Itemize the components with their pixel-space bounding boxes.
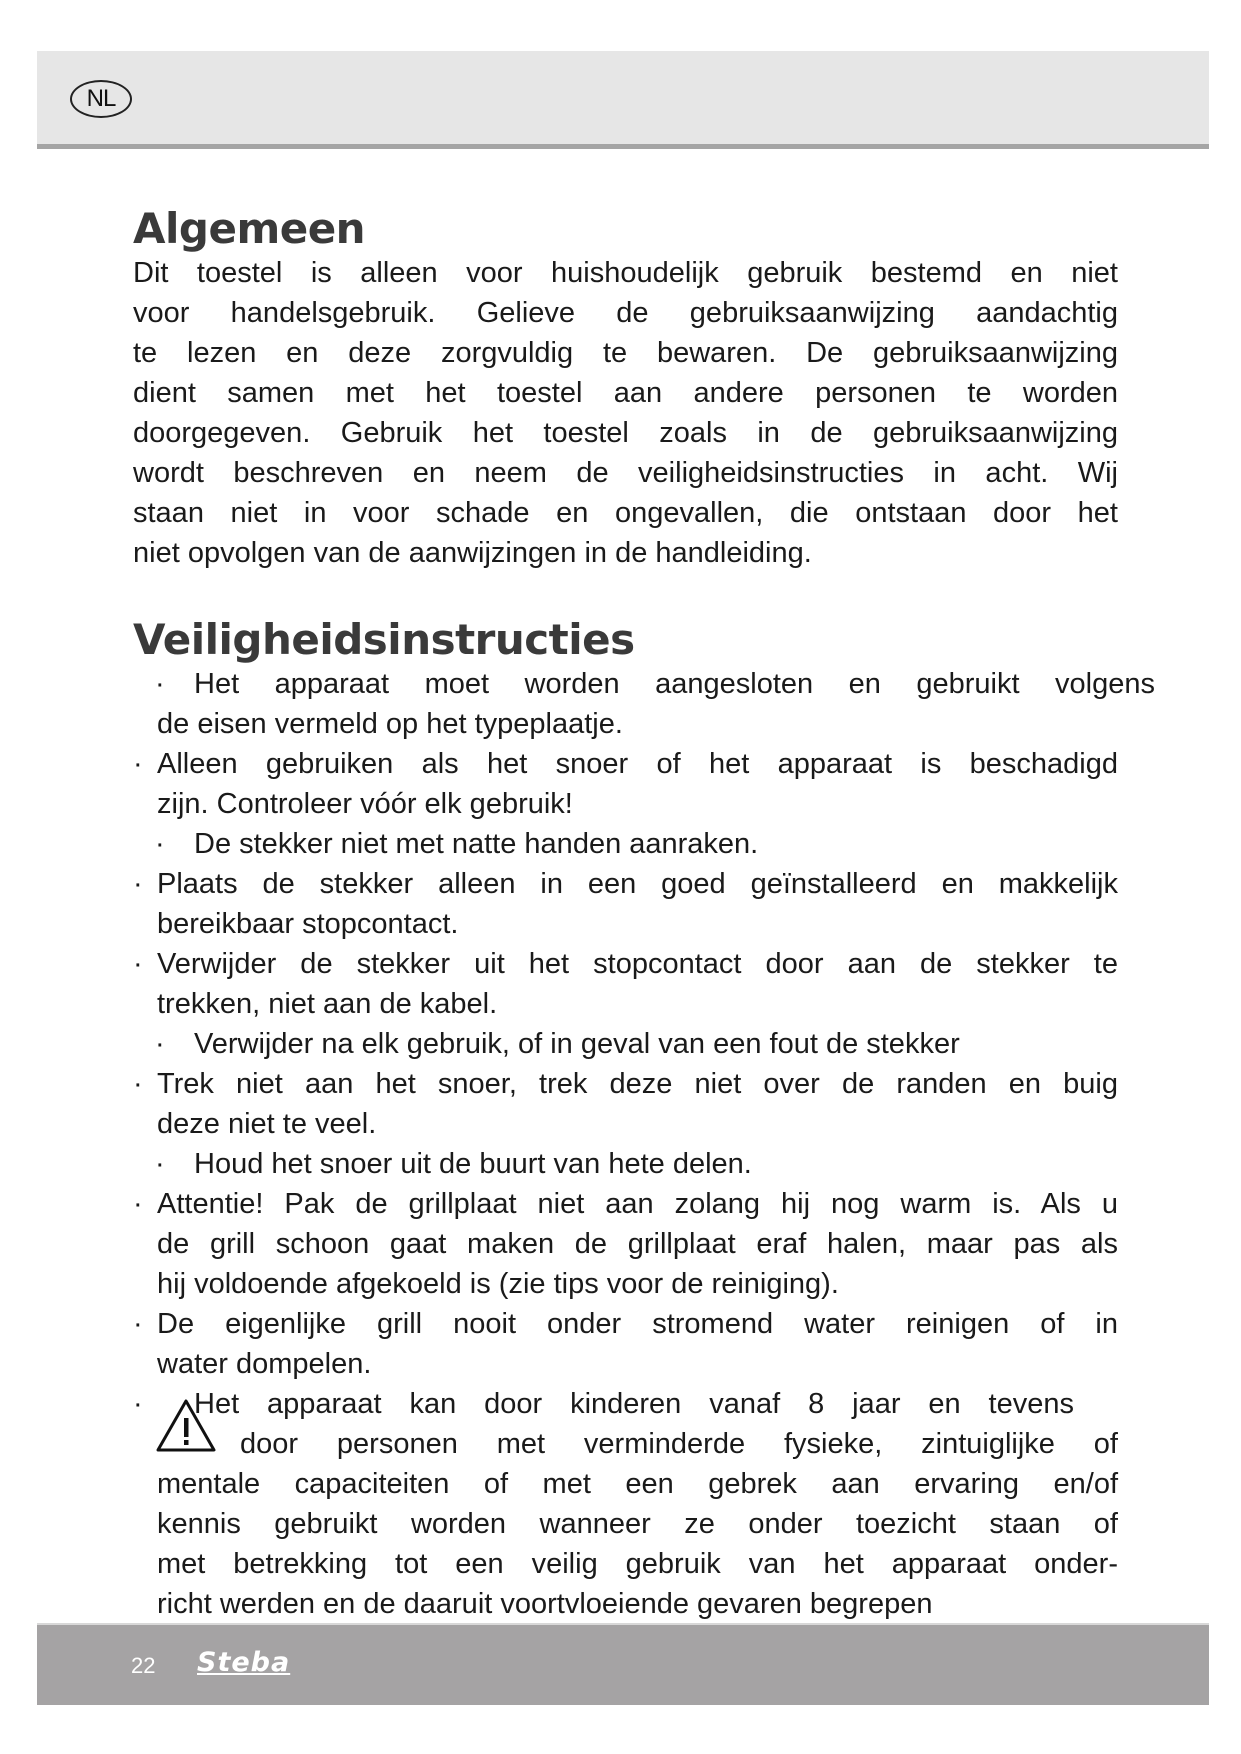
instruction-line: mentale capaciteiten of met een gebrek aan ervaring en/of xyxy=(157,1468,1118,1500)
paragraph-line: dient samen met het toestel aan andere personen te worden xyxy=(133,377,1118,409)
instruction-line: Plaats de stekker alleen in een goed geïnstalleerd en makkelijk xyxy=(157,868,1118,900)
instruction-line: De stekker niet met natte handen aanraken. xyxy=(194,828,759,860)
page-number: 22 xyxy=(131,1653,156,1678)
safety-instruction-item xyxy=(133,1024,1118,1064)
paragraph-line: niet opvolgen van de aanwijzingen in de handleiding. xyxy=(133,537,812,569)
instruction-line: richt werden en de daaruit voortvloeiende gevaren begrepen xyxy=(157,1588,933,1620)
bullet: · xyxy=(133,1388,143,1420)
safety-instruction-item xyxy=(133,744,1118,824)
instruction-line: Attentie! Pak de grillplaat niet aan zolang hij nog warm is. Als u xyxy=(157,1188,1118,1220)
instruction-line: zijn. Controleer vóór elk gebruik! xyxy=(157,788,573,820)
instruction-line: de eisen vermeld op het typeplaatje. xyxy=(157,708,623,740)
instruction-line: deze niet te veel. xyxy=(157,1108,377,1140)
safety-instructions-list xyxy=(133,664,1155,1624)
safety-instruction-item xyxy=(133,944,1118,1024)
safety-instruction-item xyxy=(133,1184,1118,1304)
warning-triangle-icon xyxy=(155,1398,217,1454)
bullet: · xyxy=(133,1308,143,1340)
safety-instruction-item xyxy=(133,824,1118,864)
instruction-line: water dompelen. xyxy=(157,1348,372,1380)
instruction-line: hij voldoende afgekoeld is (zie tips voor de reiniging). xyxy=(157,1268,839,1300)
bullet: · xyxy=(155,1028,165,1060)
safety-instruction-item xyxy=(133,1144,1118,1184)
paragraph-line: wordt beschreven en neem de veiligheidsinstructies in acht. Wij xyxy=(133,457,1118,489)
paragraph-line: doorgegeven. Gebruik het toestel zoals in de gebruiksaanwijzing xyxy=(133,417,1118,449)
paragraph-line: te lezen en deze zorgvuldig te bewaren. De gebruiksaanwijzing xyxy=(133,337,1118,369)
instruction-line: door personen met verminderde fysieke, zintuiglijke of xyxy=(240,1428,1118,1460)
bullet: · xyxy=(133,1188,143,1220)
instruction-line: trekken, niet aan de kabel. xyxy=(157,988,498,1020)
instruction-line: met betrekking tot een veilig gebruik van het apparaat onder- xyxy=(157,1548,1118,1580)
section-title-general: Algemeen xyxy=(133,204,366,253)
instruction-line: Trek niet aan het snoer, trek deze niet over de randen en buig xyxy=(157,1068,1118,1100)
instruction-line: Verwijder na elk gebruik, of in geval van een fout de stekker xyxy=(194,1028,960,1060)
bullet: · xyxy=(133,748,143,780)
page-footer xyxy=(37,1623,1209,1705)
general-paragraph xyxy=(133,253,1118,573)
instruction-line: Het apparaat moet worden aangesloten en gebruikt volgens xyxy=(194,668,1155,700)
instruction-line: De eigenlijke grill nooit onder stromend water reinigen of in xyxy=(157,1308,1118,1340)
bullet: · xyxy=(133,948,143,980)
instruction-line: Houd het snoer uit de buurt van hete delen. xyxy=(194,1148,752,1180)
paragraph-line: Dit toestel is alleen voor huishoudelijk gebruik bestemd en niet xyxy=(133,257,1118,289)
page-header xyxy=(37,51,1209,149)
paragraph-line: staan niet in voor schade en ongevallen, die ontstaan door het xyxy=(133,497,1118,529)
section-title-safety: Veiligheidsinstructies xyxy=(133,615,635,664)
safety-instruction-item xyxy=(133,1384,1118,1624)
bullet: · xyxy=(155,668,165,700)
safety-instruction-item xyxy=(133,664,1155,744)
instruction-line: kennis gebruikt worden wanneer ze onder toezicht staan of xyxy=(157,1508,1118,1540)
bullet: · xyxy=(133,868,143,900)
bullet: · xyxy=(155,1148,165,1180)
paragraph-line: voor handelsgebruik. Gelieve de gebruiksaanwijzing aandachtig xyxy=(133,297,1118,329)
bullet: · xyxy=(155,828,165,860)
bullet: · xyxy=(133,1068,143,1100)
instruction-line: Het apparaat kan door kinderen vanaf 8 jaar en tevens xyxy=(194,1388,1074,1420)
page-content xyxy=(133,204,1155,1624)
safety-instruction-item xyxy=(133,1304,1118,1384)
safety-instruction-item xyxy=(133,864,1118,944)
instruction-line: de grill schoon gaat maken de grillplaat eraf halen, maar pas als xyxy=(157,1228,1118,1260)
steba-logo: Steba xyxy=(197,1647,291,1678)
instruction-line: Alleen gebruiken als het snoer of het apparaat is beschadigd xyxy=(157,748,1118,780)
instruction-line: Verwijder de stekker uit het stopcontact door aan de stekker te xyxy=(157,948,1118,980)
instruction-line: bereikbaar stopcontact. xyxy=(157,908,459,940)
safety-instruction-item xyxy=(133,1064,1118,1144)
language-badge: NL xyxy=(70,80,132,118)
